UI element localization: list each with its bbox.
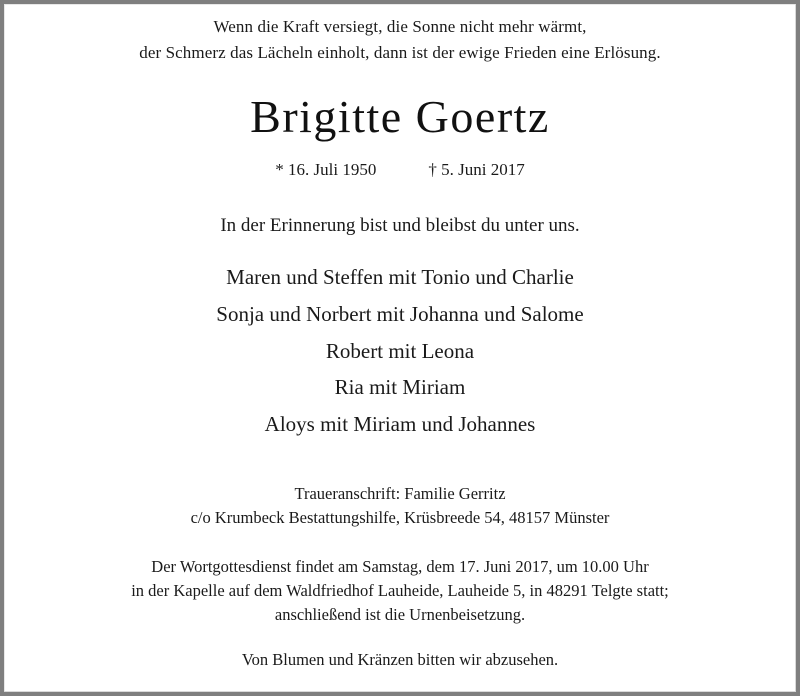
- mourner-line: Robert mit Leona: [325, 339, 475, 363]
- motto-line-1: Wenn die Kraft versiegt, die Sonne nicht mehr wärmt,: [213, 17, 587, 36]
- remembrance-line: In der Erinnerung bist und bleibst du unter uns.: [220, 215, 580, 236]
- mourner-line: Maren und Steffen mit Tonio und Charlie: [226, 265, 574, 289]
- service-info-line-2: in der Kapelle auf dem Waldfriedhof Lauheide, Lauheide 5, in 48291 Telgte statt;: [131, 581, 669, 600]
- mourner-line: Sonja und Norbert mit Johanna und Salome: [216, 302, 584, 326]
- service-info-line-1: Der Wortgottesdienst findet am Samstag, dem 17. Juni 2017, um 10.00 Uhr: [151, 557, 649, 576]
- service-info-line-3: anschließend ist die Urnenbeisetzung.: [274, 605, 526, 624]
- mourner-line: Aloys mit Miriam und Johannes: [264, 412, 536, 436]
- mourner-line: Ria mit Miriam: [334, 375, 466, 399]
- closing-request: Von Blumen und Kränzen bitten wir abzusehen.: [241, 650, 559, 669]
- motto-line-2: der Schmerz das Lächeln einholt, dann ist der ewige Frieden eine Erlösung.: [139, 43, 661, 62]
- death-date: † 5. Juni 2017: [428, 160, 525, 179]
- life-dates: [4, 160, 796, 180]
- birth-date: * 16. Juli 1950: [275, 160, 377, 179]
- obituary-notice: [4, 4, 796, 692]
- mourning-address-line-2: c/o Krumbeck Bestattungshilfe, Krüsbreede 54, 48157 Münster: [190, 508, 610, 527]
- mourning-address-line-1: Traueranschrift: Familie Gerritz: [294, 484, 506, 503]
- deceased-name: Brigitte Goertz: [250, 91, 550, 142]
